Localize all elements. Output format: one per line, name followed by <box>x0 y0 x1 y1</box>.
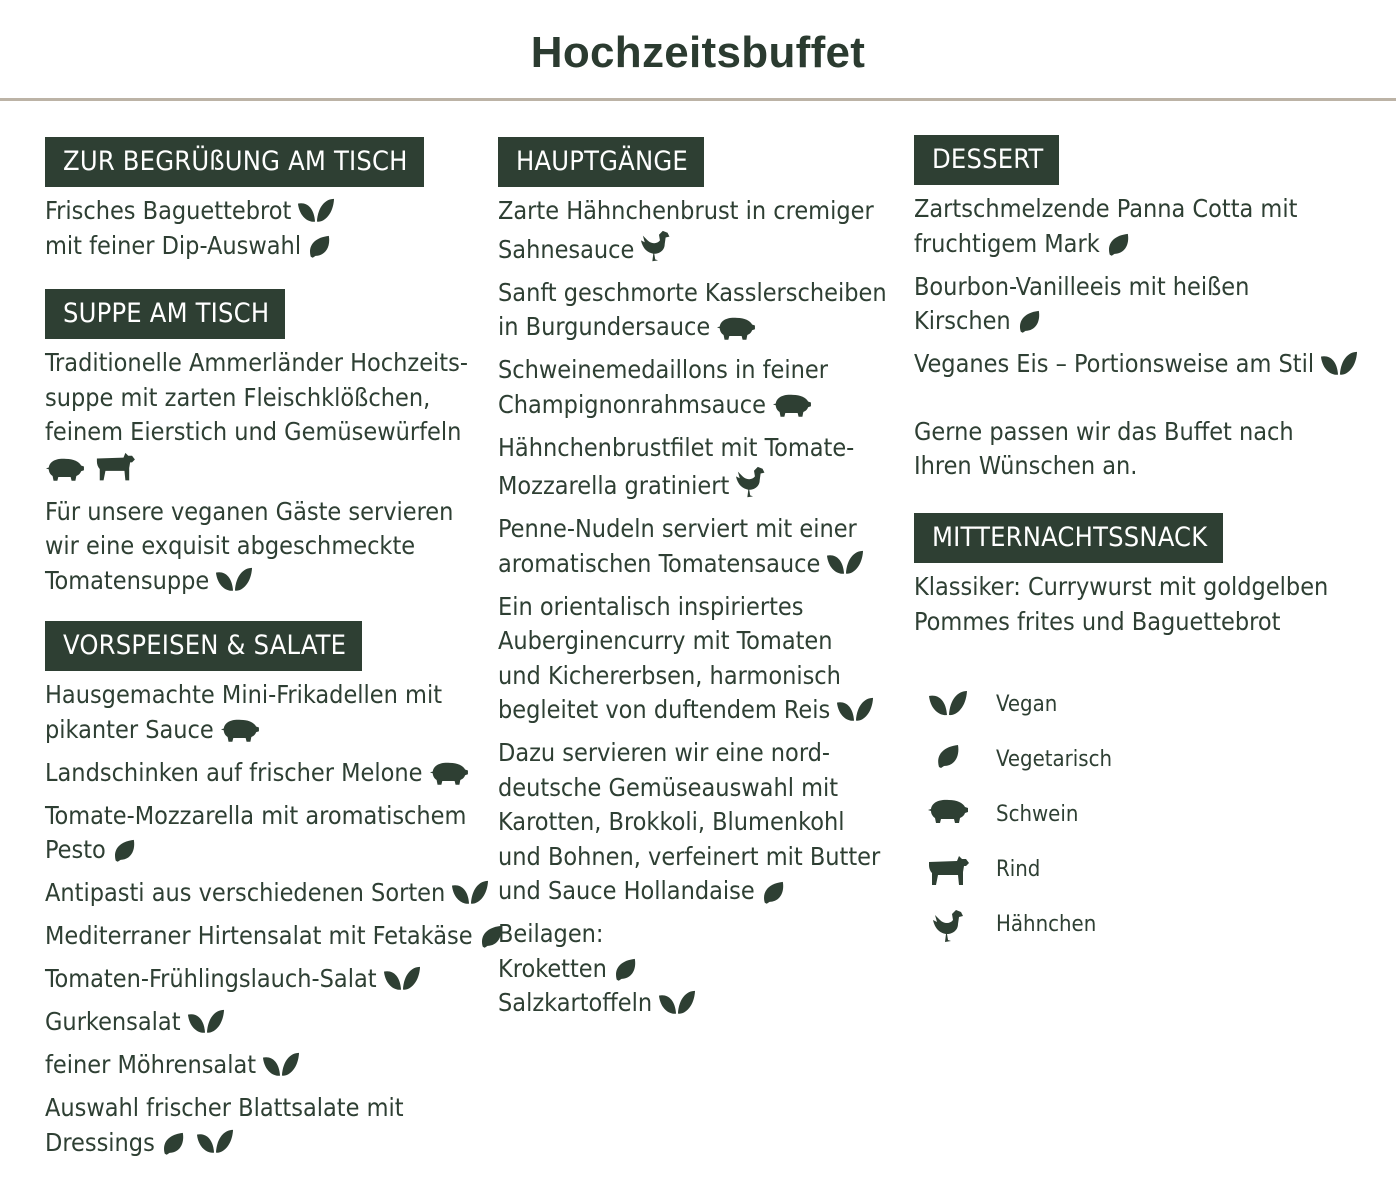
menu-item <box>914 192 1358 261</box>
menu-item-text: Auswahl frischer Blattsalate mit <box>45 1093 404 1122</box>
menu-item <box>914 270 1358 339</box>
menu-item <box>498 736 887 909</box>
menu-section <box>45 289 468 607</box>
menu-item-line <box>498 388 887 423</box>
menu-item <box>498 353 887 422</box>
vegetarian-icon <box>935 743 961 769</box>
vegan-icon <box>196 1127 234 1156</box>
section-heading: ZUR BEGRÜßUNG AM TISCH <box>45 137 424 187</box>
menu-item-text: Antipasti aus verschiedenen Sorten <box>45 878 446 907</box>
menu-section <box>914 513 1328 648</box>
menu-item-text: Sanft geschmorte Kasslerscheiben <box>498 277 887 307</box>
menu-item-line <box>498 310 887 345</box>
menu-item-line <box>498 771 887 806</box>
legend-icon-box <box>924 688 972 718</box>
menu-item-text: Champignonrahmsauce <box>498 389 766 419</box>
menu-item-text: Tomatensuppe <box>45 565 210 595</box>
menu-item-line <box>914 270 1358 305</box>
menu-item-text: Schweinemedaillons in feiner <box>498 355 828 385</box>
menu-item-line <box>45 194 424 229</box>
legend-icon-box <box>924 798 972 824</box>
menu-item-text: Veganes Eis – Portionsweise am Stil <box>914 349 1315 378</box>
menu-item <box>45 799 503 868</box>
menu-item <box>45 876 503 911</box>
legend-label: Rind <box>996 857 1041 882</box>
buffet-note <box>914 415 1294 483</box>
menu-item <box>45 756 503 791</box>
vegetarian-icon <box>112 838 137 863</box>
menu-item-line <box>914 570 1328 605</box>
menu-item-line <box>45 876 503 911</box>
legend-label: Schwein <box>996 802 1079 827</box>
menu-item-line <box>45 529 468 564</box>
menu-item-text: und Kichererbsen, harmonisch <box>498 660 841 690</box>
menu-item-line <box>498 512 887 547</box>
menu-item-text: Gurkensalat <box>45 1007 181 1036</box>
title-divider <box>0 98 1396 101</box>
menu-item-line <box>45 919 503 954</box>
menu-item-line <box>498 986 887 1021</box>
buffet-note-line: Ihren Wünschen an. <box>914 451 1138 480</box>
menu-item-line <box>45 450 468 487</box>
menu-item-text: Hähnchenbrustfilet mit Tomate- <box>498 432 855 462</box>
menu-item-text: Pesto <box>45 835 106 864</box>
section-heading: HAUPTGÄNGE <box>498 137 704 187</box>
menu-item-line <box>914 347 1358 382</box>
menu-section <box>45 621 503 1169</box>
menu-item <box>498 431 887 504</box>
menu-item-line <box>45 1005 503 1040</box>
menu-item-line <box>498 547 887 582</box>
menu-item-text: Traditionelle Ammerländer Hochzeits- <box>45 348 468 377</box>
legend-label: Vegetarisch <box>996 747 1113 772</box>
vegan-icon <box>262 1050 300 1079</box>
beef-icon <box>95 450 135 482</box>
menu-item-line <box>45 962 503 997</box>
menu-item <box>45 678 503 747</box>
pork-icon <box>772 393 812 418</box>
menu-item-text: Dressings <box>45 1127 155 1157</box>
legend-icon-box <box>924 743 972 769</box>
menu-item-text: deutsche Gemüseauswahl mit <box>498 772 839 802</box>
menu-item-text: Frisches Baguettebrot <box>45 196 292 225</box>
vegetarian-icon <box>1106 232 1131 257</box>
chicken-icon <box>932 908 964 944</box>
menu-item-text: Hausgemachte Mini-Frikadellen mit <box>45 680 443 709</box>
menu-item-text: Landschinken auf frischer Melone <box>45 757 423 787</box>
menu-item-text: Tomaten-Frühlingslauch-Salat <box>45 964 377 993</box>
menu-item-text: Für unsere veganen Gäste servieren <box>45 496 454 526</box>
menu-item-line <box>914 605 1328 640</box>
menu-item-text: feinem Eierstich und Gemüsewürfeln <box>45 417 462 446</box>
menu-section <box>914 135 1358 390</box>
menu-item-text: fruchtigem Mark <box>914 228 1100 258</box>
menu-section <box>45 137 424 272</box>
menu-item <box>45 194 424 263</box>
pork-icon <box>429 761 469 786</box>
menu-item <box>498 276 887 345</box>
menu-item-line <box>45 799 503 834</box>
menu-item-text: Zarte Hähnchenbrust in cremiger <box>498 196 874 225</box>
menu-item-text: Zartschmelzende Panna Cotta mit <box>914 194 1298 223</box>
menu-item-line <box>498 229 887 268</box>
vegetarian-icon <box>161 1131 186 1156</box>
legend-label: Hähnchen <box>996 912 1097 937</box>
buffet-note-line: Gerne passen wir das Buffet nach <box>914 417 1294 446</box>
vegan-icon <box>1320 349 1358 378</box>
menu-item-text: Penne-Nudeln serviert mit einer <box>498 514 857 544</box>
menu-item-text: Salzkartoffeln <box>498 988 653 1018</box>
vegan-icon <box>215 565 253 594</box>
menu-item-line <box>914 192 1358 227</box>
beef-icon <box>927 853 969 887</box>
menu-item-text: Karotten, Brokkoli, Blumenkohl <box>498 807 845 837</box>
menu-item-line <box>498 353 887 388</box>
vegetarian-icon <box>761 880 786 905</box>
menu-item <box>498 590 887 728</box>
menu-item-text: Dazu servieren wir eine nord- <box>498 738 831 768</box>
menu-item-line <box>45 1048 503 1083</box>
menu-item-line <box>45 1126 503 1161</box>
vegan-icon <box>297 196 335 225</box>
menu-item-line <box>498 840 887 875</box>
legend-icon-box <box>924 853 972 887</box>
menu-item-text: Mozzarella gratiniert <box>498 471 730 501</box>
menu-item-text: Ein orientalisch inspiriertes <box>498 591 804 621</box>
menu-item-line <box>498 194 887 229</box>
menu-item-line <box>45 415 468 450</box>
menu-item <box>45 962 503 997</box>
menu-item <box>45 346 468 486</box>
menu-item-text: pikanter Sauce <box>45 714 214 744</box>
menu-item-text: begleitet von duftendem Reis <box>498 695 831 725</box>
menu-item-line <box>45 756 503 791</box>
menu-item-line <box>914 227 1358 262</box>
vegan-icon <box>451 878 489 907</box>
menu-item <box>914 570 1328 639</box>
vegetarian-icon <box>613 957 638 982</box>
menu-item <box>45 1091 503 1160</box>
menu-item-text: Kroketten <box>498 953 607 983</box>
menu-item <box>45 1005 503 1040</box>
menu-item <box>498 194 887 267</box>
menu-item <box>45 495 468 599</box>
menu-item-line <box>498 465 887 504</box>
menu-item-text: Tomate-Mozzarella mit aromatischem <box>45 800 467 830</box>
menu-item-text: Sahnesauce <box>498 234 635 264</box>
vegan-icon <box>383 964 421 993</box>
menu-item-line <box>498 874 887 909</box>
menu-section <box>498 137 887 1029</box>
menu-item-line <box>45 678 503 713</box>
menu-item-text: und Sauce Hollandaise <box>498 876 755 906</box>
pork-icon <box>45 457 85 482</box>
menu-item-line <box>45 564 468 599</box>
chicken-icon <box>735 465 765 499</box>
menu-item <box>45 1048 503 1083</box>
page-title: Hochzeitsbuffet <box>530 28 866 77</box>
menu-item-line <box>45 713 503 748</box>
section-heading: DESSERT <box>914 135 1059 185</box>
menu-item <box>914 347 1358 382</box>
menu-item-text: Mediterraner Hirtensalat mit Fetakäse <box>45 921 473 950</box>
section-heading: SUPPE AM TISCH <box>45 289 285 339</box>
vegetarian-icon <box>1017 309 1042 334</box>
chicken-icon <box>640 229 670 263</box>
menu-item-text: und Bohnen, verfeinert mit Butter <box>498 841 881 871</box>
vegan-icon <box>658 988 696 1017</box>
menu-item-text: Beilagen: <box>498 919 604 949</box>
legend-icon-box <box>924 908 972 944</box>
menu-item-line <box>498 805 887 840</box>
menu-item <box>45 919 503 954</box>
vegan-icon <box>826 548 864 577</box>
menu-item-text: Kirschen <box>914 306 1011 335</box>
menu-item-text: Bourbon-Vanilleeis mit heißen <box>914 271 1250 301</box>
menu-item-line <box>45 495 468 530</box>
pork-icon <box>927 798 969 824</box>
vegan-icon <box>928 688 968 718</box>
menu-item-text: Auberginencurry mit Tomaten <box>498 626 833 656</box>
menu-item-line <box>498 917 887 952</box>
menu-item-line <box>498 276 887 311</box>
menu-item-text: Klassiker: Currywurst mit goldgelben <box>914 572 1329 601</box>
menu-item-text: aromatischen Tomatensauce <box>498 548 821 578</box>
menu-item-line <box>45 229 424 264</box>
menu-item-text: in Burgundersauce <box>498 312 711 342</box>
menu-item-line <box>45 346 468 381</box>
menu-item-line <box>498 431 887 466</box>
pork-icon <box>220 718 260 743</box>
section-heading: VORSPEISEN & SALATE <box>45 621 362 671</box>
menu-item-text: Pommes frites und Baguettebrot <box>914 606 1281 636</box>
section-heading: MITTERNACHTSSNACK <box>914 513 1223 563</box>
menu-item-line <box>498 624 887 659</box>
menu-item-line <box>45 833 503 868</box>
menu-item-text: wir eine exquisit abgeschmeckte <box>45 531 416 561</box>
menu-item <box>498 512 887 581</box>
vegan-icon <box>836 695 874 724</box>
menu-item-line <box>498 693 887 728</box>
menu-item-line <box>45 381 468 416</box>
menu-item <box>498 917 887 1021</box>
pork-icon <box>716 316 756 341</box>
menu-item-line <box>498 590 887 625</box>
vegan-icon <box>187 1007 225 1036</box>
menu-item-text: suppe mit zarten Fleischklößchen, <box>45 382 431 412</box>
menu-item-line <box>498 952 887 987</box>
vegetarian-icon <box>307 234 332 259</box>
legend-label: Vegan <box>996 692 1058 717</box>
menu-item-line <box>498 659 887 694</box>
menu-item-line <box>45 1091 503 1126</box>
menu-item-text: mit feiner Dip-Auswahl <box>45 230 302 260</box>
menu-item-line <box>498 736 887 771</box>
menu-item-text: feiner Möhrensalat <box>45 1050 257 1079</box>
menu-item-line <box>914 304 1358 339</box>
